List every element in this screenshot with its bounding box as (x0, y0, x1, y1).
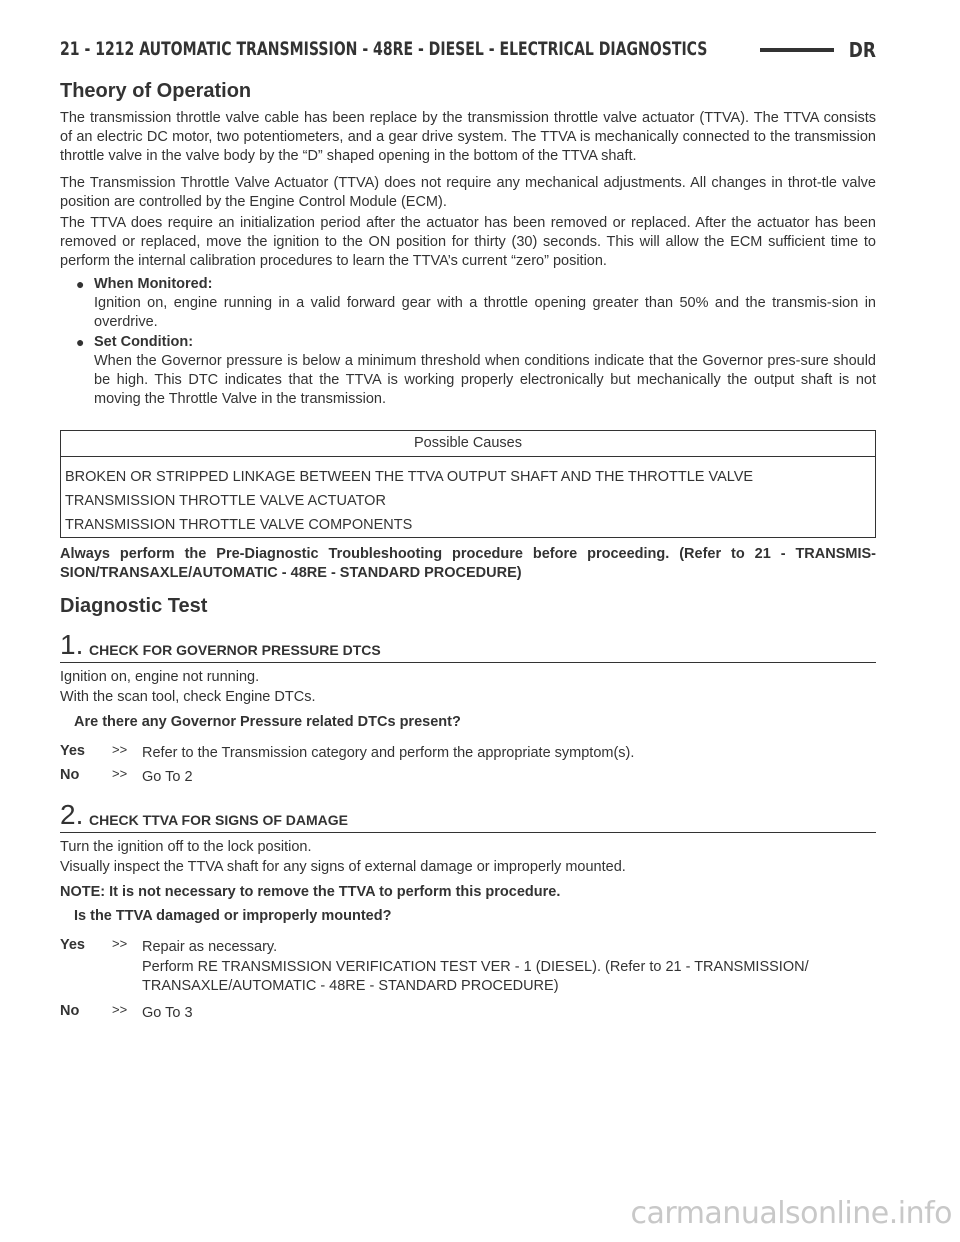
step-2-yes-text: Repair as necessary. (142, 939, 278, 955)
step-1-yes-label: Yes (60, 743, 85, 759)
header-brand: DR (848, 38, 876, 62)
step-2-yes-text-2: Perform RE TRANSMISSION VERIFICATION TEST VER - 1 (DIESEL). (Refer to 21 - TRANSMISSION/ TRANSAXLE/AUTOMATIC - 48RE - STANDARD PROCEDURE) (142, 959, 809, 994)
cause-item: TRANSMISSION THROTTLE VALVE ACTUATOR (65, 493, 386, 509)
step-title: CHECK TTVA FOR SIGNS OF DAMAGE (89, 812, 348, 828)
step-2-no-text: Go To 3 (142, 1005, 193, 1021)
possible-causes-heading: Possible Causes (61, 431, 875, 457)
step-number: 1. (60, 629, 84, 660)
arrow-icon: >> (112, 936, 128, 951)
theory-paragraph-1: The transmission throttle valve cable has been replace by the transmission throttle valve actuator (TTVA). The TTVA consists of an electric DC motor, two potentiometers, and a gear drive system. The TTVA is mechanically connected to the transmission throttle valve in the valve body by the “D” shaped opening in the bottom of the TTVA shaft. (60, 110, 876, 164)
possible-causes-table (60, 430, 876, 538)
step-1-header (60, 629, 876, 663)
step-title: CHECK FOR GOVERNOR PRESSURE DTCS (89, 642, 381, 658)
step-1-no-text: Go To 2 (142, 769, 193, 785)
step-2-note: NOTE: It is not necessary to remove the TTVA to perform this procedure. (60, 884, 561, 900)
arrow-icon: >> (112, 1002, 128, 1017)
theory-heading: Theory of Operation (60, 80, 252, 102)
arrow-icon: >> (112, 742, 128, 757)
step-2-question: Is the TTVA damaged or improperly mounted? (74, 908, 392, 924)
header-title: 21 - 1212 AUTOMATIC TRANSMISSION - 48RE - DIESEL - ELECTRICAL DIAGNOSTICS (60, 38, 708, 60)
step-number: 2. (60, 799, 84, 830)
page-header (60, 38, 876, 64)
diagnostic-heading: Diagnostic Test (60, 595, 208, 617)
cause-item: BROKEN OR STRIPPED LINKAGE BETWEEN THE TTVA OUTPUT SHAFT AND THE THROTTLE VALVE (65, 469, 754, 485)
step-1-line: With the scan tool, check Engine DTCs. (60, 689, 316, 705)
bullet-body: Ignition on, engine running in a valid forward gear with a throttle opening greater than 50% and the transmis-sion in overdrive. (94, 295, 876, 330)
cause-item: TRANSMISSION THROTTLE VALVE COMPONENTS (65, 517, 413, 533)
header-rule (760, 48, 834, 52)
bullet-title: Set Condition: (94, 334, 194, 350)
bullet-dot-icon: ● (76, 276, 85, 292)
watermark-text[interactable]: carmanualsonline.info (630, 1196, 952, 1231)
step-1-question: Are there any Governor Pressure related DTCs present? (74, 714, 461, 730)
theory-paragraph-2: The Transmission Throttle Valve Actuator (TTVA) does not require any mechanical adjustments. All changes in throt-tle valve position are controlled by the Engine Control Module (ECM). (60, 175, 876, 210)
step-1-no-label: No (60, 767, 80, 783)
step-2-line: Visually inspect the TTVA shaft for any signs of external damage or improperly mounted. (60, 859, 626, 875)
step-2-yes-label: Yes (60, 937, 85, 953)
step-1-line: Ignition on, engine not running. (60, 669, 260, 685)
step-2-header (60, 799, 876, 833)
step-2-line: Turn the ignition off to the lock position. (60, 839, 312, 855)
pre-diagnostic-note: Always perform the Pre-Diagnostic Troubleshooting procedure before proceeding. (Refer to 21 - TRANSMIS-SION/TRANSAXLE/AUTOMATIC - 48RE - STANDARD PROCEDURE) (60, 546, 876, 581)
step-2-no-label: No (60, 1003, 80, 1019)
bullet-dot-icon: ● (76, 334, 85, 350)
bullet-body: When the Governor pressure is below a minimum threshold when conditions indicate that the Governor pres-sure should be high. This DTC indicates that the TTVA is working properly electronically but mechanically the output shaft is not moving the Throttle Valve in the transmission. (94, 353, 876, 407)
step-1-yes-text: Refer to the Transmission category and perform the appropriate symptom(s). (142, 745, 635, 761)
arrow-icon: >> (112, 766, 128, 781)
theory-paragraph-3: The TTVA does require an initialization period after the actuator has been removed or replaced. After the actuator has been removed or replaced, move the ignition to the ON position for thirty (30) seconds. This will allow the ECM sufficient time to perform the internal calibration procedures to learn the TTVA’s current “zero” position. (60, 215, 876, 269)
bullet-title: When Monitored: (94, 276, 213, 292)
